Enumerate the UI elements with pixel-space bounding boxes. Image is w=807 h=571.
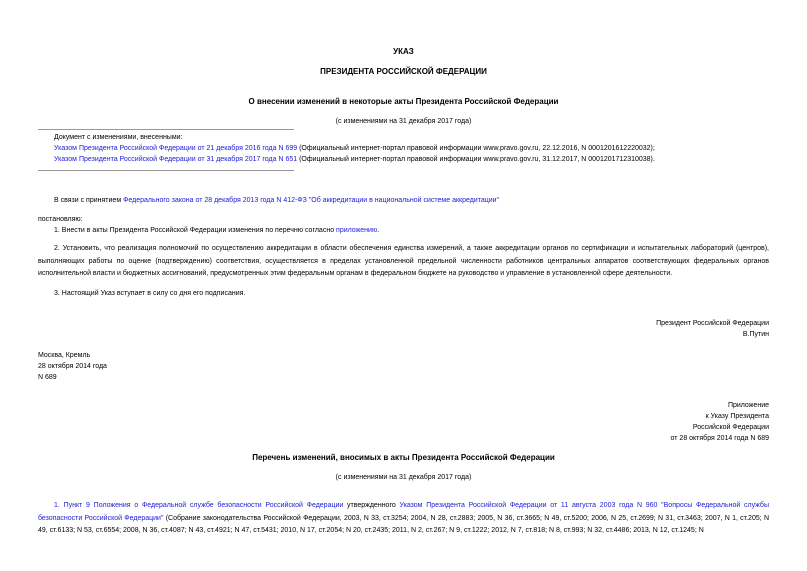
divider-bottom	[38, 170, 294, 171]
federal-law-link[interactable]: Федерального закона от 28 декабря 2013 года N 412-ФЗ "Об аккредитации в национальной системе аккредитации"	[123, 197, 500, 204]
list-item-1: 1. Пункт 9 Положения о Федеральной службе безопасности Российской Федерации утвержденного Указом Президента Российской Федерации от 11 августа 2003 года N 960 "Вопросы Федеральной службы безопасности Российской Федерации" (Собрание законодательства Российской Федерации, 2003, N 33, ст.3254; 2004, N 28, ст.2883; 2005, N 36, ст.3665; N 49, ст.5200; 2006, N 25, ст.2699; N 31, ст.3463; 2007, N 1, ст.205; N 49, ст.6133; N 53, ст.6554; 2008, N 36, ст.4087; N 43, ст.4921; N 47, ст.5431; 2010, N 17, ст.2054; N 20, ст.2435; 2011, N 2, ст.267; N 9, ст.1222; 2012, N 7, ст.818; N 8, ст.993; N 32, ст.4486; 2013, N 12, ст.1245; N	[38, 502, 769, 534]
list-edition-note: (с изменениями на 31 декабря 2017 года)	[335, 474, 472, 481]
appendix-caption: к Указу Президента	[705, 413, 769, 420]
signature-name: В.Путин	[742, 331, 769, 338]
amend-header: Документ с изменениями, внесенными:	[54, 134, 183, 141]
preamble: В связи с принятием Федерального закона от 28 декабря 2013 года N 412-ФЗ "Об аккредитации в национальной системе аккредитации"	[54, 197, 500, 204]
appendix-caption: Приложение	[727, 402, 769, 409]
appendix-caption: Российской Федерации	[692, 424, 769, 431]
amend-link[interactable]: Указом Президента Российской Федерации от 21 декабря 2016 года N 699	[54, 145, 298, 152]
paragraph-3: 3. Настоящий Указ вступает в силу со дня его подписания.	[54, 290, 246, 297]
paragraph-1: 1. Внести в акты Президента Российской Федерации изменения по перечню согласно приложению.	[54, 227, 380, 234]
regulation-link[interactable]: 1. Пункт 9 Положения о Федеральной службе безопасности Российской Федерации	[54, 502, 344, 509]
issuer-title: ПРЕЗИДЕНТА РОССИЙСКОЙ ФЕДЕРАЦИИ	[320, 67, 487, 76]
document-subject: О внесении изменений в некоторые акты Президента Российской Федерации	[248, 97, 559, 106]
decree-960-link[interactable]: Указом Президента Российской Федерации от 11 августа 2003 года N 960 "Вопросы Федеральной службы безопасности Российской Федерации"	[38, 502, 769, 522]
appendix-link[interactable]: приложению	[336, 227, 378, 234]
paragraph-2: 2. Установить, что реализация полномочий по осуществлению аккредитации в области обеспечения единства измерений, а также аккредитации органов по сертификации и испытательных лабораторий (центров), выполняющих работы по оценке (подтверждению) соответствия, осуществляется в пределах установленной предельной численности работников центральных аппаратов соответствующих федеральных органов исполнительной власти и бюджетных ассигнований, предусмотренных этим федеральным органам в федеральном бюджете на руководство и управление в установленной сфере деятельности.	[38, 245, 769, 277]
signing-date: 28 октября 2014 года	[38, 363, 107, 370]
signature-position: Президент Российской Федерации	[656, 320, 769, 327]
list-title: Перечень изменений, вносимых в акты Президента Российской Федерации	[252, 453, 555, 462]
divider-top	[38, 129, 294, 130]
decree-word: постановляю:	[38, 216, 83, 223]
amend-item: Указом Президента Российской Федерации от 21 декабря 2016 года N 699 (Официальный интернет-портал правовой информации www.pravo.gov.ru, 22.12.2016, N 0001201612220032);	[54, 145, 655, 152]
decree-number: N 689	[38, 374, 57, 381]
edition-note: (с изменениями на 31 декабря 2017 года)	[335, 118, 472, 125]
appendix-caption: от 28 октября 2014 года N 689	[670, 435, 769, 442]
amend-item: Указом Президента Российской Федерации от 31 декабря 2017 года N 651 (Официальный интернет-портал правовой информации www.pravo.gov.ru, 31.12.2017, N 0001201712310038).	[54, 156, 655, 163]
amend-link[interactable]: Указом Президента Российской Федерации от 31 декабря 2017 года N 651	[54, 156, 298, 163]
signing-place: Москва, Кремль	[38, 352, 91, 359]
doc-type-title: УКАЗ	[393, 47, 414, 56]
